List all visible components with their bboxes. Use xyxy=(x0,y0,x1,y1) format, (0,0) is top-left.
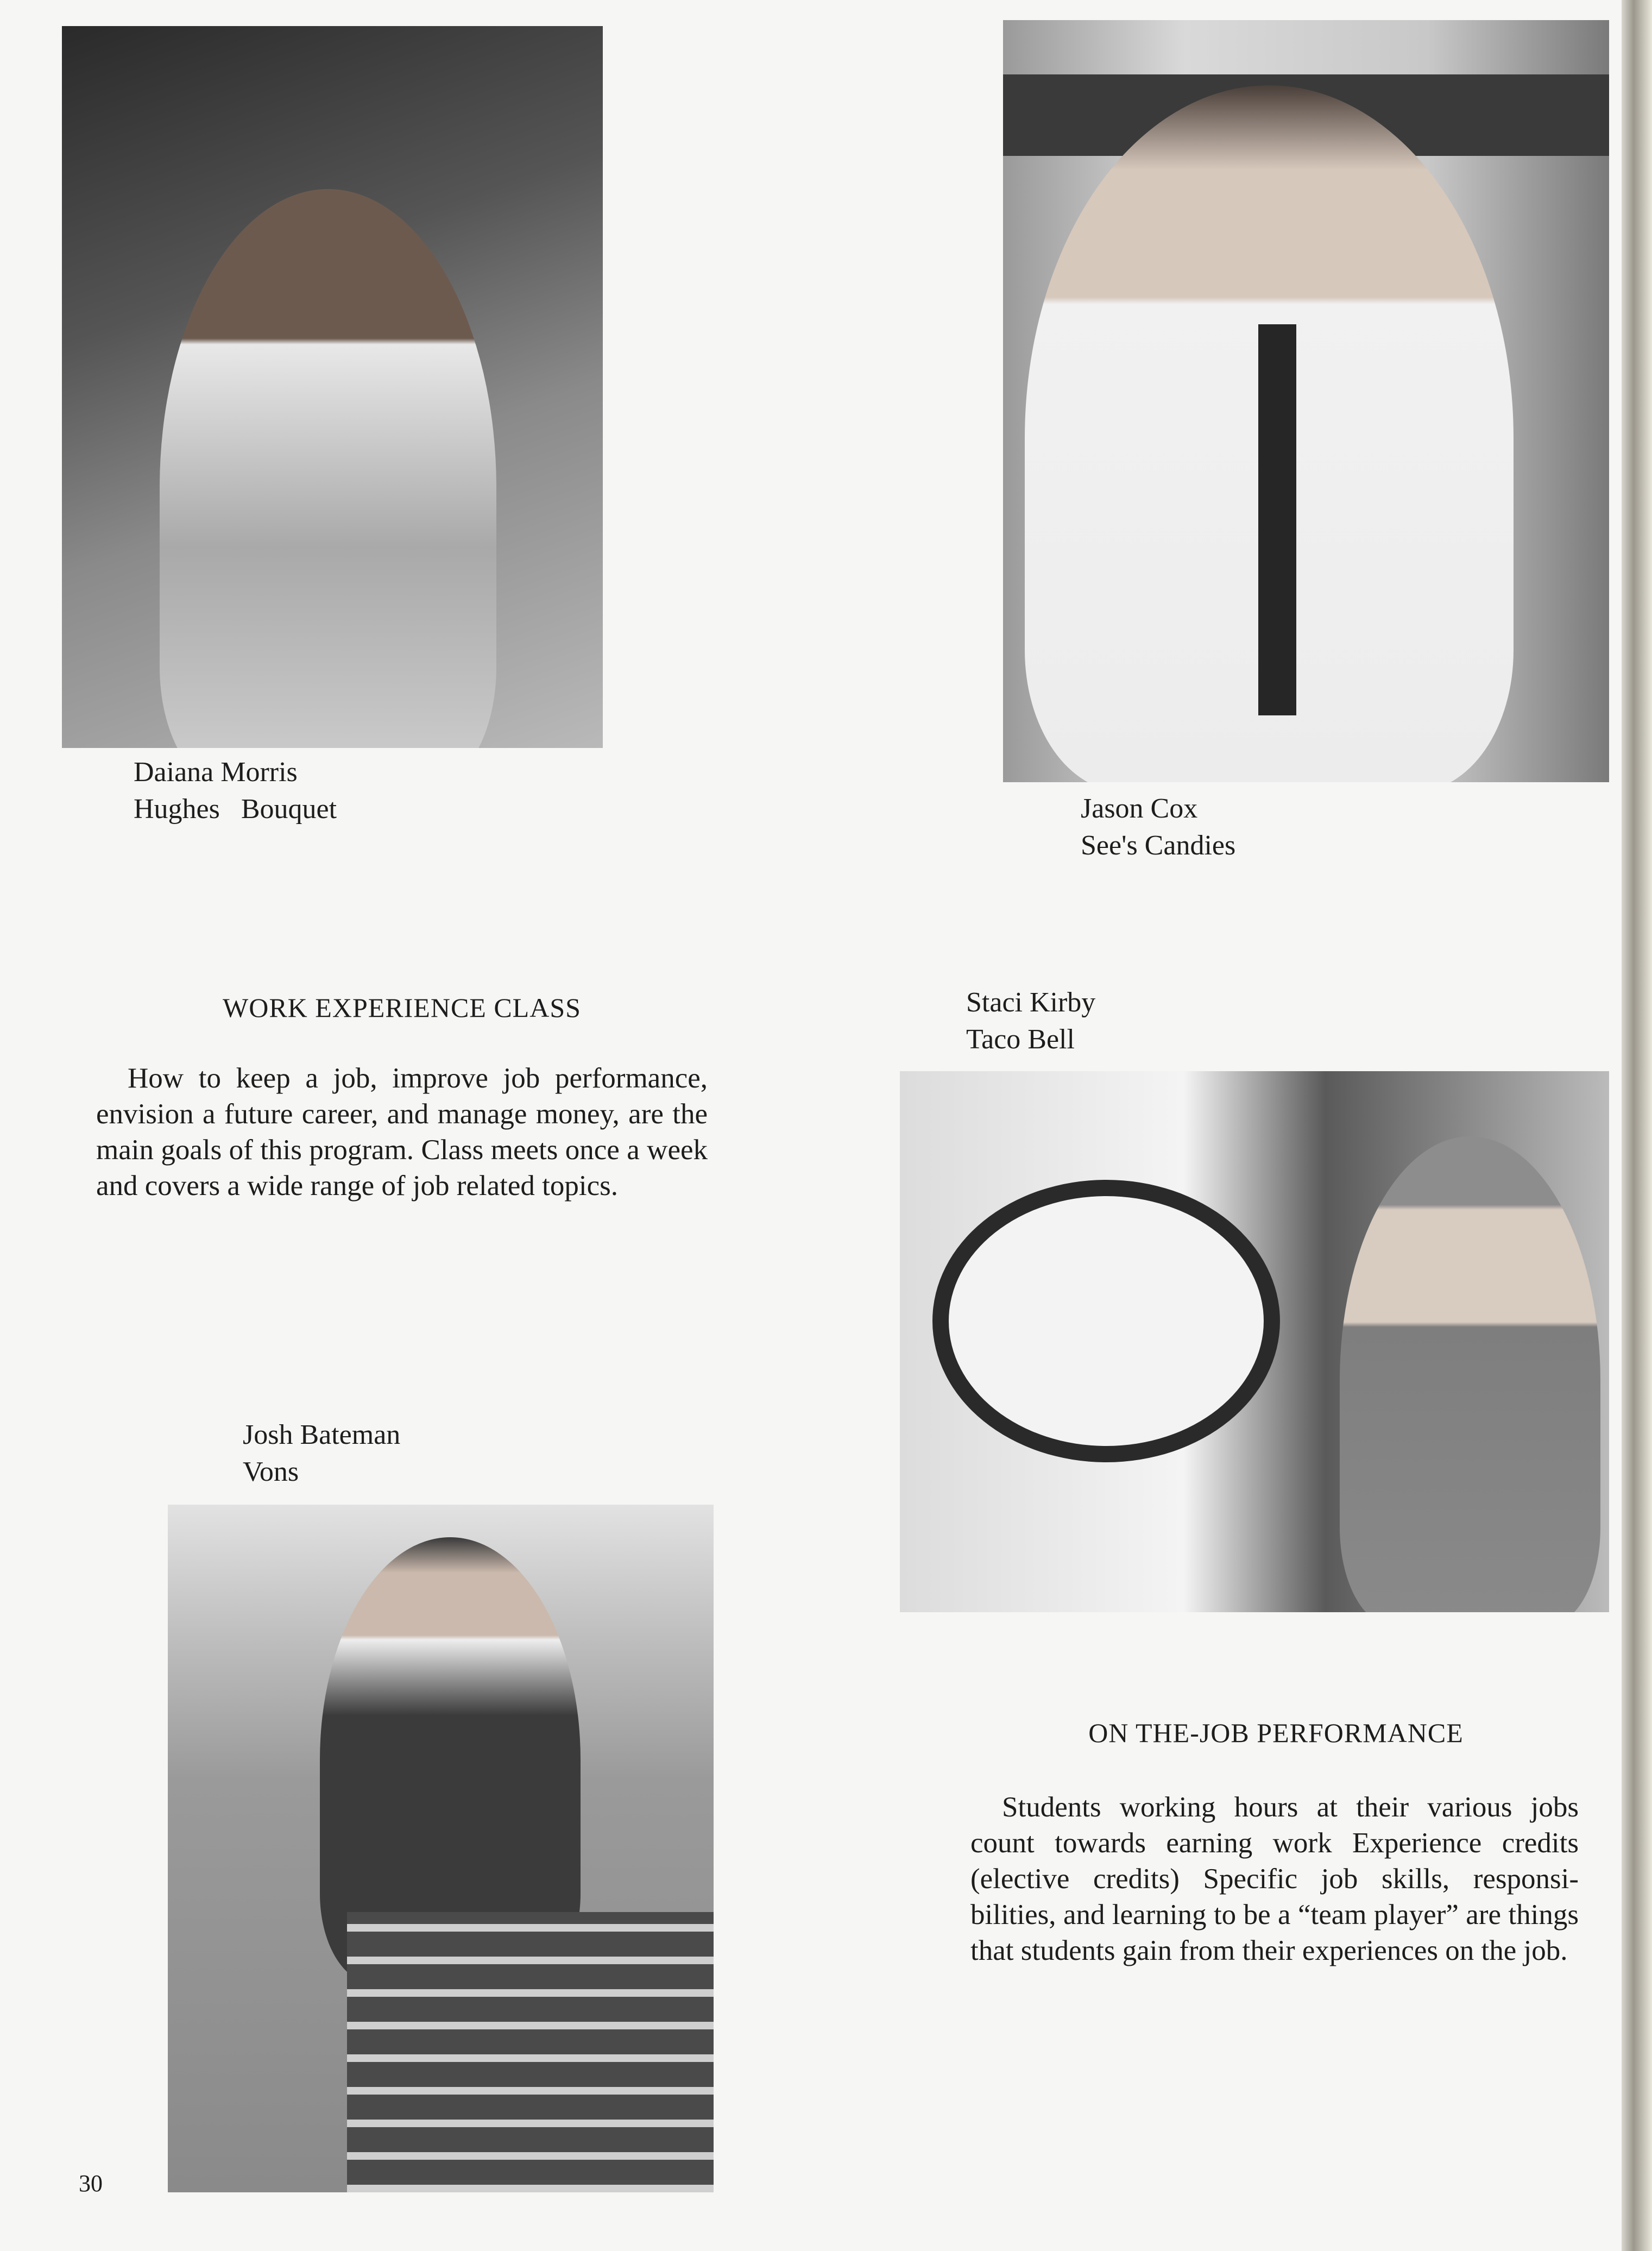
caption-staci-kirby xyxy=(966,984,1095,1058)
caption-workplace: See's Candies xyxy=(1081,830,1236,861)
shopping-carts xyxy=(347,1912,714,2192)
photo-daiana-morris xyxy=(62,26,603,748)
caption-workplace: Vons xyxy=(243,1456,299,1487)
caption-name: Daiana Morris xyxy=(134,757,298,788)
section-body-on-the-job: Students working hours at their various jobs count towards earning work Experience credits (elective credits) Specific job skills, responsi-bilities, and learning to be a “team player” are things that students gain from their experiences on the job. xyxy=(970,1791,1579,1966)
caption-workplace: Taco Bell xyxy=(966,1024,1075,1055)
photo-staci-kirby xyxy=(900,1071,1609,1612)
price-sign xyxy=(932,1180,1280,1462)
person-figure xyxy=(1340,1136,1600,1612)
caption-daiana-morris xyxy=(134,754,337,828)
caption-name: Jason Cox xyxy=(1081,793,1198,824)
section-heading-on-the-job: ON THE-JOB PERFORMANCE xyxy=(1088,1718,1464,1748)
caption-workplace: Hughes Bouquet xyxy=(134,794,337,825)
caption-name: Staci Kirby xyxy=(966,987,1096,1018)
caption-jason-cox xyxy=(1081,790,1235,864)
page-binding-edge xyxy=(1622,0,1652,2251)
necktie xyxy=(1258,324,1296,715)
section-body-work-experience: How to keep a job, improve job performance, envision a future career, and manage money, are the main goals of this program. Class meets once a week and covers a wide range of job related topics. xyxy=(96,1062,708,1202)
section-heading-work-experience: WORK EXPERIENCE CLASS xyxy=(223,992,581,1023)
page-number: 30 xyxy=(79,2170,103,2197)
person-figure xyxy=(160,189,496,748)
caption-josh-bateman xyxy=(243,1417,400,1491)
photo-jason-cox xyxy=(1003,20,1609,782)
photo-josh-bateman xyxy=(168,1505,714,2192)
caption-name: Josh Bateman xyxy=(243,1419,401,1450)
